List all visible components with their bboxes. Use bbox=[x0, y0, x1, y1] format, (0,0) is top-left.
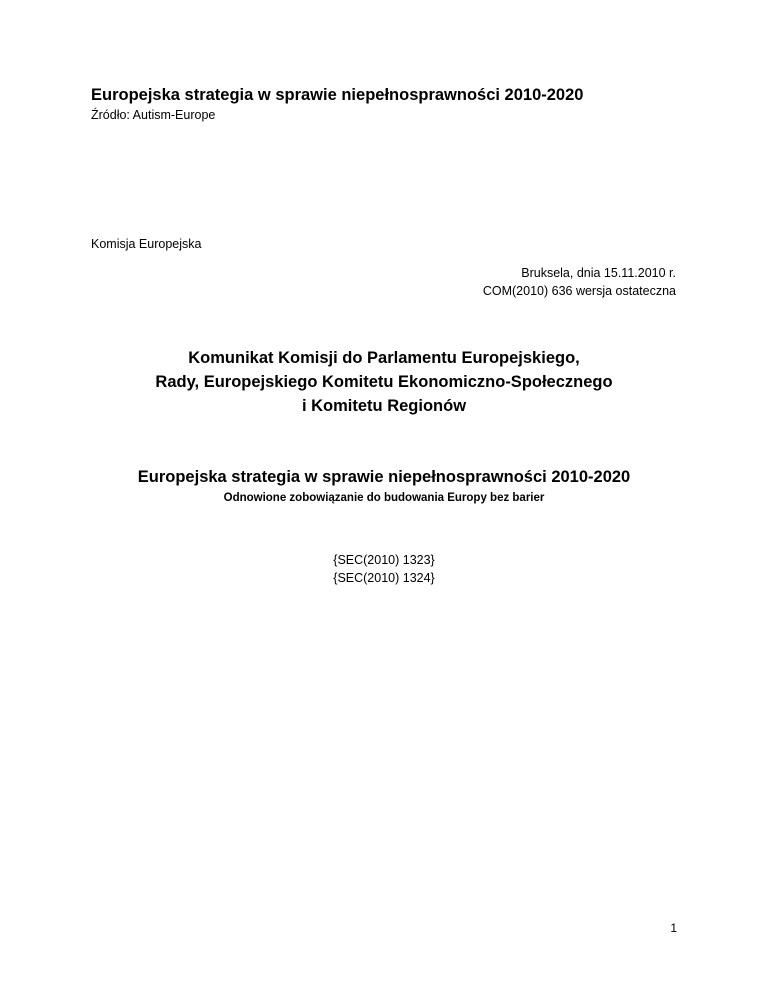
sec-references bbox=[0, 551, 768, 587]
communication-title-line-2: Rady, Europejskiego Komitetu Ekonomiczno-Społecznego bbox=[155, 373, 613, 391]
sec-reference: {SEC(2010) 1324} bbox=[333, 571, 435, 585]
communication-title-line-1: Komunikat Komisji do Parlamentu Europejskiego, bbox=[188, 349, 580, 367]
page-number: 1 bbox=[670, 921, 677, 935]
document-meta bbox=[483, 264, 676, 300]
issuer-name: Komisja Europejska bbox=[91, 237, 202, 251]
place-date: Bruksela, dnia 15.11.2010 r. bbox=[521, 266, 676, 280]
sec-reference: {SEC(2010) 1323} bbox=[333, 553, 435, 567]
source-line: Źródło: Autism-Europe bbox=[91, 108, 216, 122]
communication-title-line-3: i Komitetu Regionów bbox=[301, 397, 467, 415]
document-reference: COM(2010) 636 wersja ostateczna bbox=[482, 284, 676, 298]
document-title: Europejska strategia w sprawie niepełnosprawności 2010-2020 bbox=[91, 86, 584, 104]
strategy-title: Europejska strategia w sprawie niepełnosprawności 2010-2020 bbox=[137, 468, 631, 486]
communication-title bbox=[0, 346, 768, 418]
strategy-subtitle: Odnowione zobowiązanie do budowania Europy bez barier bbox=[223, 492, 545, 504]
